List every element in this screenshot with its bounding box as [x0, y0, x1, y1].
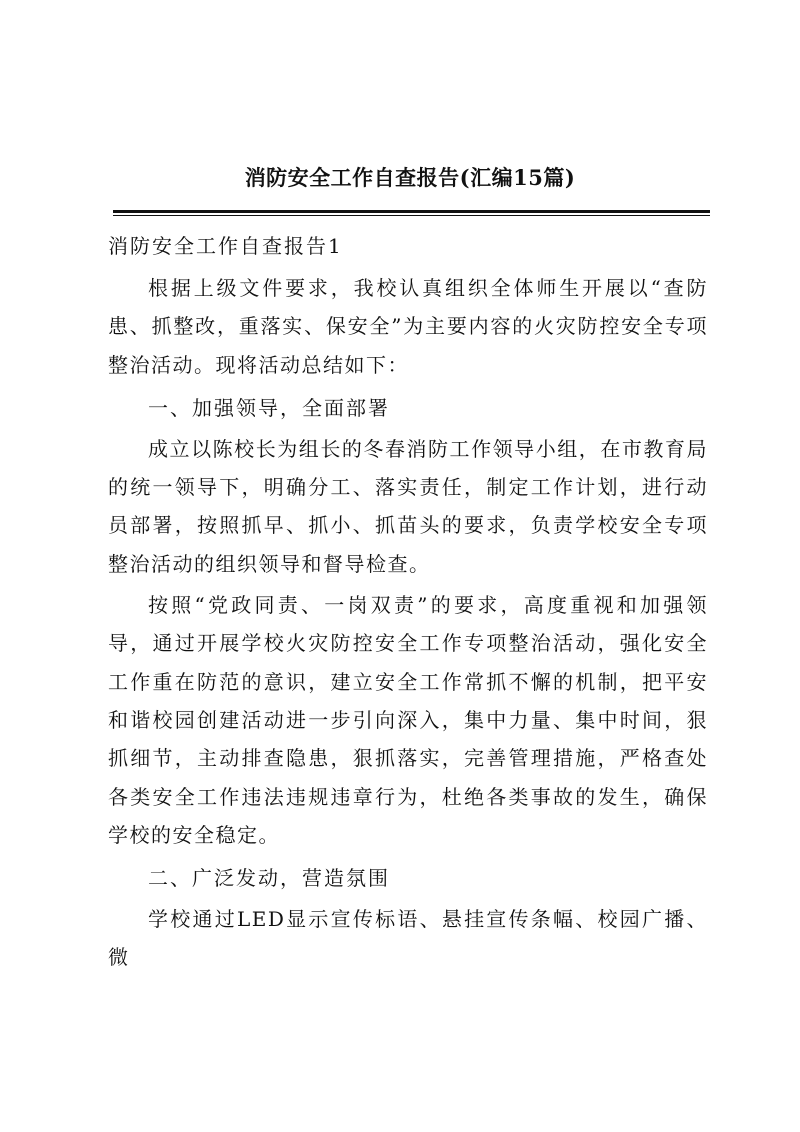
- responsibility-paragraph: 按照“党政同责、一岗双责”的要求，高度重视和加强领导，通过开展学校火灾防控安全工作专项整治活动，强化安全工作重在防范的意识，建立安全工作常抓不懈的机制，把平安和谐校园创建活动进一步引向深入，集中力量、集中时间，狠抓细节，主动排查隐患，狠抓落实，完善管理措施，严格查处各类安全工作违法违规违章行为，杜绝各类事故的发生，确保学校的安全稳定。: [108, 593, 708, 847]
- mobilization-paragraph: 学校通过LED显示宣传标语、悬挂宣传条幅、校园广播、微: [108, 907, 708, 970]
- heading-mobilization: 二、广泛发动，营造氛围: [148, 866, 390, 891]
- document-title: 消防安全工作自查报告(汇编15篇): [244, 165, 576, 190]
- intro-paragraph: 根据上级文件要求，我校认真组织全体师生开展以“查防患、抓整改，重落实、保安全”为主要内容的火灾防控安全专项整治活动。现将活动总结如下：: [108, 276, 708, 377]
- title-divider: [113, 210, 710, 216]
- document-body: [108, 226, 708, 977]
- section-title: 消防安全工作自查报告1: [108, 234, 343, 258]
- leadership-paragraph: 成立以陈校长为组长的冬春消防工作领导小组，在市教育局的统一领导下，明确分工、落实责任，制定工作计划，进行动员部署，按照抓早、抓小、抓苗头的要求，负责学校安全专项整治活动的组织领导和督导检查。: [108, 436, 708, 576]
- heading-leadership: 一、加强领导，全面部署: [148, 395, 390, 420]
